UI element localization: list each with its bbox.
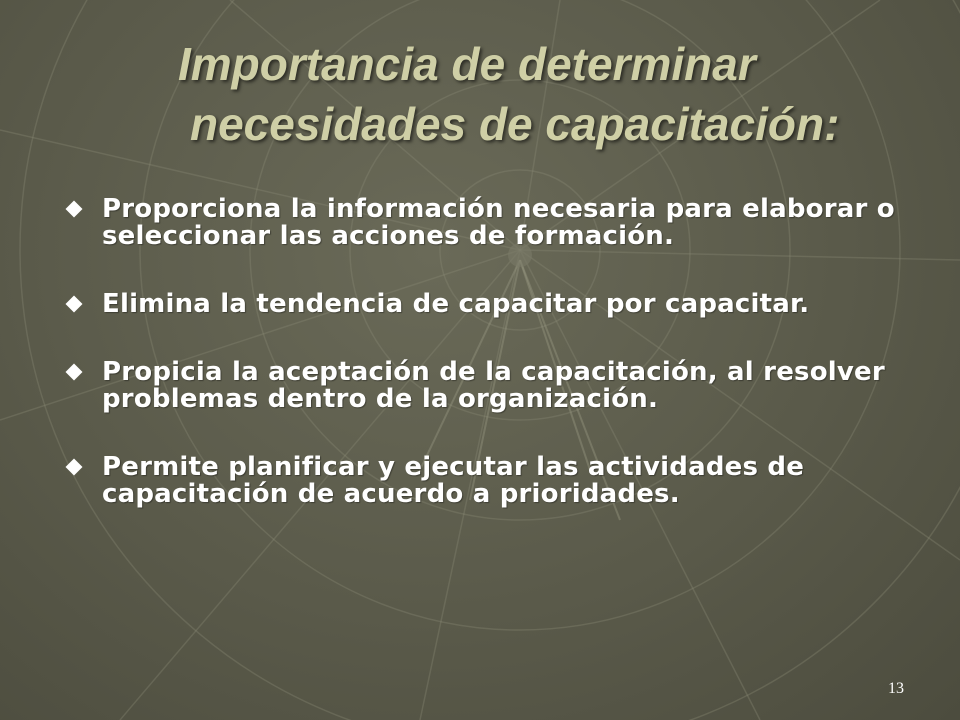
bullet-item <box>62 291 902 318</box>
bullet-text: Propicia la aceptación de la capacitación, al resolver problemas dentro de la organización. <box>102 357 885 414</box>
bullet-item <box>62 359 902 413</box>
bullet-list <box>62 196 902 508</box>
diamond-bullet-icon <box>66 364 83 381</box>
bullet-text: Proporciona la información necesaria para elaborar o seleccionar las acciones de formación. <box>102 194 895 251</box>
diamond-bullet-icon <box>66 459 83 476</box>
slide-title <box>120 34 920 154</box>
bullet-item <box>62 454 902 508</box>
diamond-bullet-icon <box>66 201 83 218</box>
bullet-item <box>62 196 902 250</box>
bullet-text: Permite planificar y ejecutar las actividades de capacitación de acuerdo a prioridades. <box>102 452 805 509</box>
page-number: 13 <box>888 680 904 697</box>
diamond-bullet-icon <box>66 296 83 313</box>
title-line-2: necesidades de capacitación: <box>190 98 840 150</box>
title-line-1: Importancia de determinar <box>178 38 756 90</box>
bullet-text: Elimina la tendencia de capacitar por capacitar. <box>102 289 810 319</box>
